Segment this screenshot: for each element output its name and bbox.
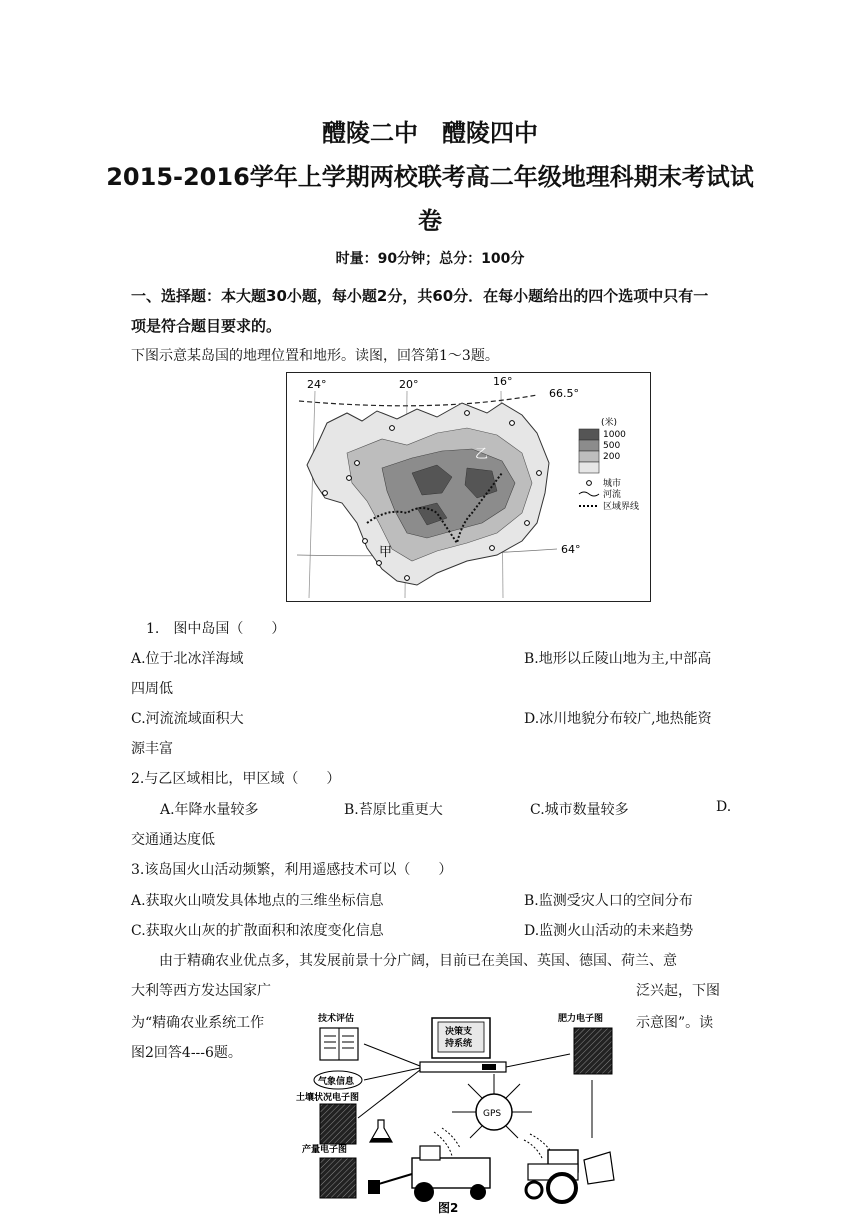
lon-20-label: 20°: [399, 378, 419, 391]
legend-1000: 1000: [603, 430, 626, 440]
soil-map-label: 土壤状况电子图: [296, 1093, 360, 1103]
q1-option-b-line2: 四周低: [131, 681, 173, 697]
q3-stem: 3.该岛国火山活动频繁，利用遥感技术可以（ ）: [131, 862, 453, 878]
q2-option-a: A.年降水量较多: [160, 802, 259, 818]
q3-option-d: D.监测火山活动的未来趋势: [524, 923, 694, 939]
combine-harvester-icon: [368, 1146, 490, 1202]
q2-option-d-line1: D.: [716, 799, 732, 815]
region-yi-label: 乙: [475, 447, 489, 462]
lon-16-label: 16°: [493, 375, 513, 388]
passage-line3-left: 为“精确农业系统工作: [131, 1015, 265, 1031]
q1-option-b-line1: B.地形以丘陵山地为主,中部高: [524, 651, 712, 667]
q1-option-a: A.位于北冰洋海域: [131, 651, 244, 667]
q1-stem: 1. 图中岛国（ ）: [146, 621, 286, 637]
q1-option-d-line1: D.冰川地貌分布较广,地热能资: [524, 711, 712, 727]
school-names: 醴陵二中 醴陵四中: [322, 119, 538, 147]
tech-eval-label: 技术评估: [318, 1014, 355, 1024]
legend-river: 河流: [603, 490, 622, 500]
q1-option-d-line2: 源丰富: [131, 741, 173, 757]
lon-24-label: 24°: [307, 378, 327, 391]
fertility-map-icon: [574, 1028, 612, 1074]
passage-line4: 图2回答4---6题。: [131, 1045, 242, 1061]
yield-map-label: 产量电子图: [302, 1145, 348, 1155]
exam-meta: 时量：90分钟；总分：100分: [335, 251, 525, 267]
soil-map-icon: [320, 1104, 356, 1144]
q2-stem: 2.与乙区域相比，甲区域（ ）: [131, 771, 341, 787]
fig2-caption: 图2: [438, 1201, 459, 1215]
island-map-figure: [286, 372, 651, 602]
section1-heading-line1: 一、选择题：本大题30小题，每小题2分，共60分．在每小题给出的四个选项中只有一: [131, 287, 709, 305]
legend-200: 200: [603, 452, 621, 462]
legend-500: 500: [603, 441, 621, 451]
exam-title-line1: 2015-2016学年上学期两校联考高二年级地理科期末考试试: [106, 163, 754, 191]
fig2-svg: [292, 1010, 632, 1216]
q2-option-c: C.城市数量较多: [530, 802, 629, 818]
legend-city: 城市: [603, 479, 622, 489]
legend-unit: (米): [601, 418, 618, 428]
legend-boundary: 区域界线: [603, 502, 640, 512]
yield-map-icon: [320, 1158, 356, 1198]
precision-agriculture-diagram: [292, 1010, 632, 1216]
section1-intro: 下图示意某岛国的地理位置和地形。读图，回答第1～3题。: [131, 348, 499, 364]
q2-option-d-line2: 交通通达度低: [131, 832, 215, 848]
passage-line2-right: 泛兴起，下图: [636, 983, 720, 999]
q3-option-c: C.获取火山灰的扩散面积和浓度变化信息: [131, 923, 384, 939]
region-jia-label: 甲: [379, 545, 393, 560]
q1-option-c: C.河流流域面积大: [131, 711, 244, 727]
decision-support-line1: 决策支: [445, 1027, 473, 1037]
section1-heading-line2: 项是符合题目要求的。: [131, 317, 282, 335]
lat-64-label: 64°: [561, 543, 581, 556]
tractor-icon: [526, 1150, 614, 1202]
fertility-map-label: 肥力电子图: [558, 1014, 604, 1024]
q2-option-b: B.苔原比重更大: [344, 802, 443, 818]
gps-label: GPS: [483, 1109, 502, 1119]
passage-line2-left: 大利等西方发达国家广: [131, 983, 271, 999]
q3-option-a: A.获取火山喷发具体地点的三维坐标信息: [131, 893, 384, 909]
decision-support-line2: 持系统: [445, 1039, 473, 1049]
island-map-svg: [287, 373, 650, 601]
exam-title-line2: 卷: [418, 207, 442, 235]
q3-option-b: B.监测受灾人口的空间分布: [524, 893, 693, 909]
passage-line3-right: 示意图”。读: [636, 1015, 714, 1031]
lat-665-label: 66.5°: [549, 387, 579, 400]
weather-info-label: 气象信息: [318, 1077, 355, 1087]
passage-line1: 由于精确农业优点多，其发展前景十分广阔，目前已在美国、英国、德国、荷兰、意: [159, 953, 677, 969]
